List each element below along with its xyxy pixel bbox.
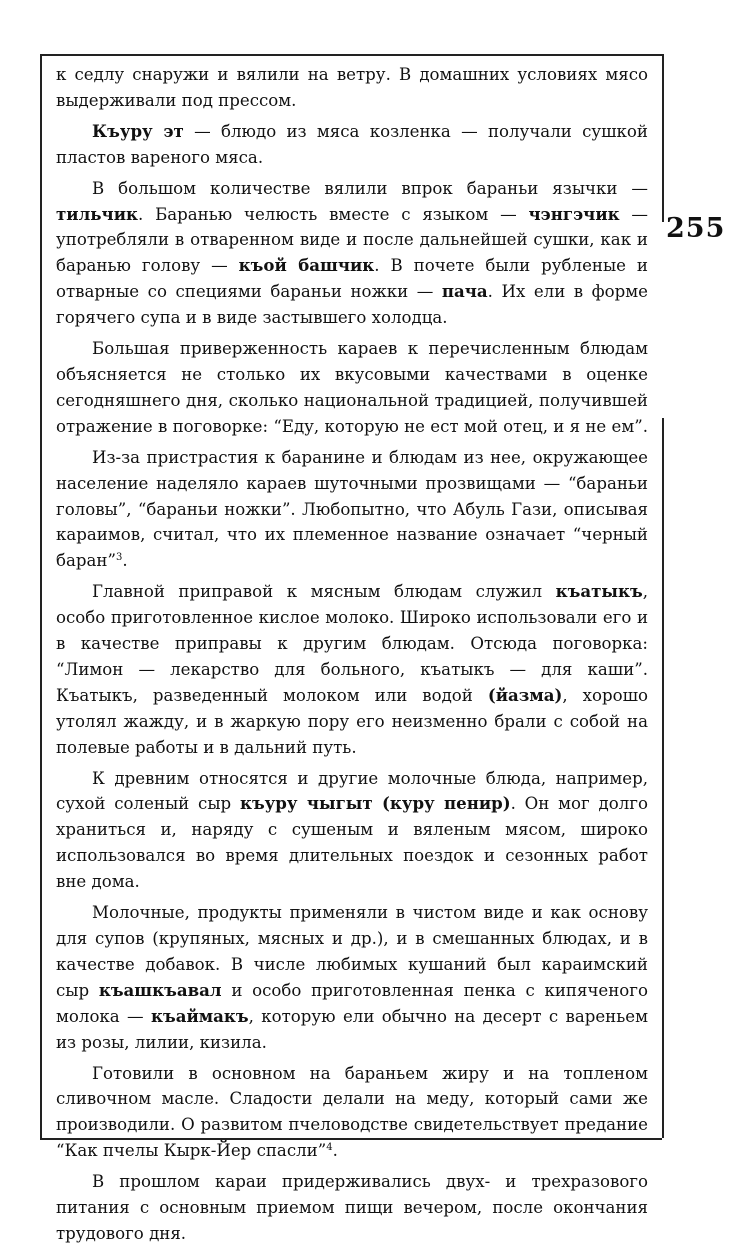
text-run: — блюдо из мяса козленка — получали сушкой пластов вареного мяса. — [56, 121, 648, 167]
text-run: , особо приготовленное кислое молоко. Широко использовали его и в качестве приправы к другим блюдам. Отсюда поговорка: “Лимон — лекарство для больного, къатыкъ — для каши”. Къатыкъ, разведенный молоком или водой — [56, 582, 648, 705]
paragraph — [56, 176, 648, 331]
text-run: . Их ели в форме горячего супа и в виде застывшего холодца. — [56, 282, 649, 328]
frame-right-rule-lower — [662, 418, 664, 1138]
text-run: , которую ели обычно на десерт с вареньем из розы, лилии, кизила. — [56, 1006, 649, 1052]
text-run: . — [332, 1141, 338, 1161]
bold-term: къаймакъ — [150, 1005, 249, 1026]
paragraph — [56, 900, 648, 1055]
text-run: Готовили в основном на бараньем жиру и на топленом сливочном масле. Сладости делали на меду, который сами же производили. О развитом пчеловодстве свидетельствует предание “Как пчелы Кырк-Йер спасли” — [56, 1063, 648, 1161]
frame-left-rule — [40, 54, 42, 1139]
text-run: Главной приправой к мясным блюдам служил — [92, 582, 556, 602]
paragraph — [56, 119, 648, 171]
text-run: к седлу снаружи и вялили на ветру. В домашних условиях мясо выдерживали под прессом. — [56, 65, 648, 110]
footnote-ref: 4 — [326, 1142, 333, 1154]
text-run: . — [122, 551, 128, 571]
text-run: . В почете были рубленые и отварные со специями бараньи ножки — — [56, 256, 648, 302]
bold-term: Къуру эт — [92, 120, 184, 141]
frame-top-rule — [40, 54, 662, 56]
bold-term: тильчик — [56, 203, 138, 224]
text-run: , хорошо утолял жажду, и в жаркую пору его неизменно брали с собой на полевые работы и в дальний путь. — [56, 685, 648, 757]
text-run: . Баранью челюсть вместе с языком — — [138, 204, 529, 224]
text-run: В прошлом караи придерживались двух- и трехразового питания с основным приемом пищи вечером, после окончания трудового дня. — [56, 1172, 648, 1243]
paragraph — [56, 445, 648, 575]
page-body-text — [56, 62, 648, 1247]
text-run: и особо приготовленная пенка с кипяченого молока — — [56, 980, 648, 1026]
frame-right-rule-upper — [662, 54, 664, 222]
bold-term: къуру чыгыт (куру пенир) — [239, 793, 511, 814]
bold-term: (йазма) — [487, 684, 563, 705]
text-run: Большая приверженность караев к перечисленным блюдам объясняется не столько их вкусовыми качествами в оценке сегодняшнего дня, сколько национальной традицией, получившей отражение в поговорке: “Еду, которую не ест мой отец, и я не ем”. — [56, 339, 648, 436]
text-run: В большом количестве вялили впрок бараньи язычки — — [92, 178, 648, 198]
paragraph — [56, 1169, 648, 1247]
paragraph — [56, 579, 648, 760]
bold-term: чэнгэчик — [528, 203, 620, 224]
page-number: 255 — [666, 213, 726, 244]
bold-term: къатыкъ — [555, 581, 643, 602]
text-run: Молочные, продукты применяли в чистом виде и как основу для супов (крупяных, мясных и др.), и в смешанных блюдах, и в качестве добавок. В числе любимых кушаний был караимский сыр — [56, 903, 648, 1000]
bold-term: пача — [441, 281, 488, 302]
paragraph — [56, 62, 648, 114]
paragraph — [56, 766, 648, 896]
bold-term: къой башчик — [238, 255, 375, 276]
paragraph — [56, 336, 648, 440]
text-run: К древним относятся и другие молочные блюда, например, сухой соленый сыр — [56, 768, 648, 814]
bold-term: къашкъавал — [98, 979, 222, 1000]
text-run: — употребляли в отваренном виде и после дальнейшей сушки, как и баранью голову — — [56, 204, 648, 276]
footnote-ref: 3 — [115, 552, 123, 564]
text-run: . Он мог долго храниться и, наряду с сушеным и вяленым мясом, широко использовался во время длительных поездок и сезонных работ вне дома. — [56, 794, 648, 892]
paragraph — [56, 1061, 648, 1165]
text-run: Из-за пристрастия к баранине и блюдам из нее, окружающее население наделяло караев шуточными прозвищами — “бараньи головы”, “бараньи ножки”. Любопытно, что Абуль Гази, описывая караимов, считал, что их племенное название означает “черный баран” — [56, 447, 648, 571]
